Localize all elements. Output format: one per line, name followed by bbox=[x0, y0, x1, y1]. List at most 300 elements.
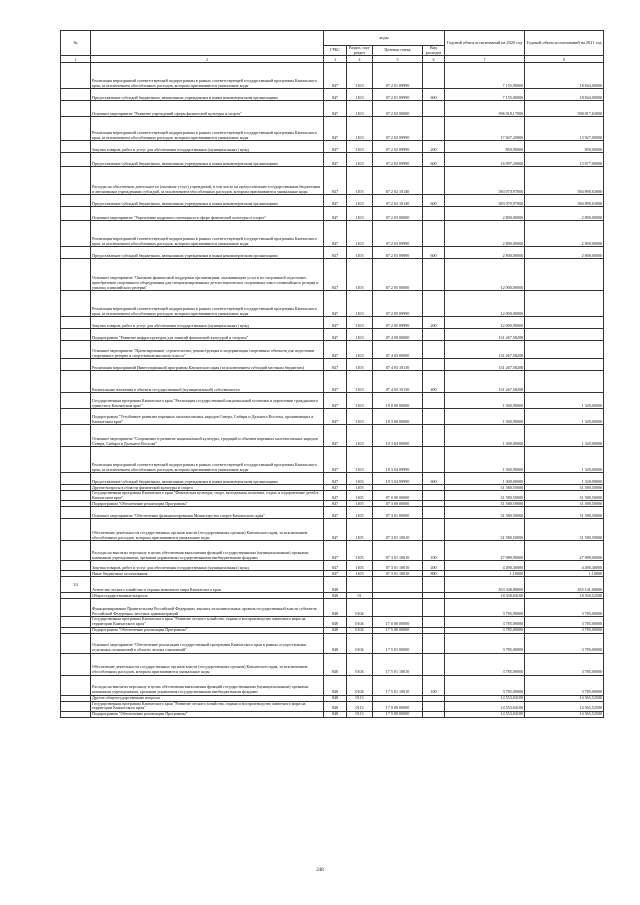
row-amount-2020: 14 553,04100 bbox=[445, 701, 525, 711]
row-name: Обеспечение деятельности государственных органов власти (государственных органов) Камчатского края, за исключением обособленных расходов, которым присваиваются уникальные коды bbox=[91, 519, 324, 541]
row-grbs: 847 bbox=[324, 571, 347, 577]
row-section: 1103 bbox=[347, 247, 373, 259]
table-row bbox=[61, 207, 604, 221]
row-amount-2020: 17 847,20000 bbox=[445, 117, 525, 141]
row-amount-2020: 3 785,00000 bbox=[445, 599, 525, 617]
row-name: Основное мероприятие "Укрепление кадрового потенциала в сфере физической культуры и спорта" bbox=[91, 207, 324, 221]
row-section: 0104 bbox=[347, 627, 373, 633]
row-amount-2020: 4 490,40000 bbox=[445, 561, 525, 571]
row-name: Подпрограмма "Развитие инфраструктуры для занятий физической культурой и спортом" bbox=[91, 329, 324, 341]
row-amount-2021: 31 580,50000 bbox=[525, 485, 604, 491]
row-section: 0104 bbox=[347, 617, 373, 627]
row-number bbox=[61, 329, 91, 341]
row-amount-2021: 598 817,63000 bbox=[525, 101, 604, 117]
row-name: Другие общегосударственные вопросы bbox=[91, 695, 324, 701]
row-expense-type bbox=[423, 329, 445, 341]
row-section: 0113 bbox=[347, 711, 373, 717]
row-grbs: 848 bbox=[324, 711, 347, 717]
row-amount-2020: 3 785,00000 bbox=[445, 627, 525, 633]
row-section: 1103 bbox=[347, 89, 373, 101]
row-amount-2021: 850,00000 bbox=[525, 141, 604, 153]
row-name: Обеспечение деятельности государственных органов власти (государственных органов) Камчатского края, за исключением обособленных расходов, которым присваиваются уникальные коды bbox=[91, 653, 324, 675]
row-amount-2020: 3 785,00000 bbox=[445, 653, 525, 675]
row-grbs: 847 bbox=[324, 167, 347, 195]
table-row bbox=[61, 89, 604, 101]
row-name: Закупка товаров, работ и услуг для обеспечения государственных (муниципальных) нужд bbox=[91, 561, 324, 571]
row-expense-type bbox=[423, 101, 445, 117]
row-amount-2020: 453 348,88000 bbox=[445, 577, 525, 593]
row-target-article: 17 5 01 00000 bbox=[373, 633, 423, 653]
column-index: 2 bbox=[91, 56, 324, 63]
row-target-article: 07 2 01 09990 bbox=[373, 63, 423, 89]
row-amount-2021: 3 785,00000 bbox=[525, 599, 604, 617]
row-amount-2020: 31 580,50000 bbox=[445, 519, 525, 541]
row-expense-type: 600 bbox=[423, 195, 445, 207]
row-target-article: 07 4 03 00000 bbox=[373, 341, 423, 359]
row-section: 1103 bbox=[347, 167, 373, 195]
row-expense-type: 600 bbox=[423, 153, 445, 167]
row-number bbox=[61, 221, 91, 247]
table-row bbox=[61, 447, 604, 473]
row-grbs: 848 bbox=[324, 593, 347, 599]
row-grbs: 847 bbox=[324, 341, 347, 359]
row-name: Предоставление субсидий бюджетным, автономным учреждениям и иным некоммерческим организациям bbox=[91, 247, 324, 259]
row-grbs: 847 bbox=[324, 89, 347, 101]
row-section: 1103 bbox=[347, 141, 373, 153]
row-expense-type: 200 bbox=[423, 141, 445, 153]
table-row bbox=[61, 101, 604, 117]
row-amount-2020: 1 300,00000 bbox=[445, 447, 525, 473]
row-amount-2020: 131 267,58208 bbox=[445, 329, 525, 341]
row-target-article: 19 3 04 00000 bbox=[373, 425, 423, 447]
row-target-article: 07 2 02 09990 bbox=[373, 141, 423, 153]
row-amount-2021: 1 320,00000 bbox=[525, 393, 604, 409]
row-section: 0104 bbox=[347, 675, 373, 695]
row-name: Реализация мероприятий соответствующей подпрограммы в рамках соответствующей государственной программы Камчатского края, за исключением обособленных расходов, которым присваиваются уникальные коды bbox=[91, 221, 324, 247]
table-row bbox=[61, 701, 604, 711]
table-row bbox=[61, 695, 604, 701]
row-grbs: 847 bbox=[324, 221, 347, 247]
row-amount-2021: 2 800,00000 bbox=[525, 247, 604, 259]
row-name: Общегосударственные вопросы bbox=[91, 593, 324, 599]
row-expense-type bbox=[423, 63, 445, 89]
row-number bbox=[61, 341, 91, 359]
table-row bbox=[61, 617, 604, 627]
row-expense-type bbox=[423, 491, 445, 501]
row-expense-type bbox=[423, 409, 445, 425]
row-target-article: 07 2 05 09990 bbox=[373, 317, 423, 329]
row-expense-type bbox=[423, 359, 445, 371]
row-target-article: 07 4 03 10130 bbox=[373, 371, 423, 393]
row-target-article: 07 2 01 09990 bbox=[373, 89, 423, 101]
table-row bbox=[61, 593, 604, 599]
row-section: 1103 bbox=[347, 291, 373, 317]
row-number bbox=[61, 653, 91, 675]
row-expense-type bbox=[423, 633, 445, 653]
header-target-article: Целевая статья bbox=[373, 46, 423, 56]
row-number bbox=[61, 447, 91, 473]
row-expense-type bbox=[423, 341, 445, 359]
table-row bbox=[61, 221, 604, 247]
row-name: Реализация мероприятий соответствующей подпрограммы в рамках соответствующей государственной программы Камчатского края, за исключением обособленных расходов, которым присваиваются уникальные коды bbox=[91, 447, 324, 473]
row-section: 01 bbox=[347, 593, 373, 599]
row-section: 1105 bbox=[347, 507, 373, 519]
row-expense-type bbox=[423, 291, 445, 317]
row-section: 1103 bbox=[347, 409, 373, 425]
row-amount-2020: 14 553,04100 bbox=[445, 695, 525, 701]
row-expense-type: 600 bbox=[423, 247, 445, 259]
row-name: Другие вопросы в области физической культуры и спорта bbox=[91, 485, 324, 491]
row-amount-2021: 2 800,00000 bbox=[525, 221, 604, 247]
row-amount-2020: 31 580,50000 bbox=[445, 501, 525, 507]
row-amount-2021: 13 927,00000 bbox=[525, 117, 604, 141]
row-expense-type: 200 bbox=[423, 561, 445, 571]
row-section: 1103 bbox=[347, 447, 373, 473]
table-row bbox=[61, 371, 604, 393]
table-row bbox=[61, 485, 604, 491]
row-grbs: 847 bbox=[324, 501, 347, 507]
column-index: 6 bbox=[423, 56, 445, 63]
row-number bbox=[61, 519, 91, 541]
row-grbs: 847 bbox=[324, 541, 347, 561]
row-amount-2021 bbox=[525, 341, 604, 359]
row-target-article: 07 3 01 10010 bbox=[373, 561, 423, 571]
row-name: Реализация мероприятий соответствующей подпрограммы в рамках соответствующей государственной программы Камчатского края, за исключением обособленных расходов, которым присваиваются уникальные коды bbox=[91, 63, 324, 89]
page-number: 248 bbox=[316, 868, 324, 873]
row-target-article: 07 2 02 09990 bbox=[373, 153, 423, 167]
row-amount-2021: 27 089,00000 bbox=[525, 541, 604, 561]
row-grbs: 847 bbox=[324, 247, 347, 259]
row-grbs: 847 bbox=[324, 117, 347, 141]
row-name: Расходы на выплаты персоналу в целях обеспечения выполнения функций государственными (муниципальными) органами, казенными учреждениями, органами управления государственными внебюджетными фондами bbox=[91, 675, 324, 695]
row-name: Иные бюджетные ассигнования bbox=[91, 571, 324, 577]
header-no: № bbox=[61, 31, 91, 56]
row-name: Закупка товаров, работ и услуг для обеспечения государственных (муниципальных) нужд bbox=[91, 141, 324, 153]
row-target-article: 07 3 01 10010 bbox=[373, 519, 423, 541]
row-name: Предоставление субсидий бюджетным, автономным учреждениям и иным некоммерческим организациям bbox=[91, 153, 324, 167]
row-section: 1103 bbox=[347, 341, 373, 359]
header-expense-type: Вид расходов bbox=[423, 46, 445, 56]
row-name: Государственная программа Камчатского края "Развитие лесного хозяйства, охрана и воспроизводство животного мира на территории Камчатского края" bbox=[91, 701, 324, 711]
column-index: 1 bbox=[61, 56, 91, 63]
row-expense-type bbox=[423, 519, 445, 541]
row-name: Основное мероприятие "Оказание финансовой поддержки организациям, оказывающим услуги по спортивной подготовке, приобретение спортивного оборудования для специализированных детско-юношеских спортивных школ олимпийского резерва и училищ олимпийского резерва" bbox=[91, 259, 324, 291]
row-section: 1103 bbox=[347, 117, 373, 141]
row-name: Предоставление субсидий бюджетным, автономным учреждениям и иным некоммерческим организациям bbox=[91, 195, 324, 207]
row-target-article: 17 5 01 10010 bbox=[373, 675, 423, 695]
row-section: 1103 bbox=[347, 473, 373, 485]
row-grbs: 847 bbox=[324, 491, 347, 501]
row-expense-type: 400 bbox=[423, 371, 445, 393]
row-amount-2020: 31 580,50000 bbox=[445, 491, 525, 501]
table-row bbox=[61, 541, 604, 561]
row-amount-2021: 31 580,50000 bbox=[525, 501, 604, 507]
row-number bbox=[61, 89, 91, 101]
row-amount-2021: 31 580,50000 bbox=[525, 491, 604, 501]
row-expense-type bbox=[423, 259, 445, 291]
row-amount-2021 bbox=[525, 329, 604, 341]
table-row bbox=[61, 711, 604, 717]
table-row bbox=[61, 359, 604, 371]
row-grbs: 847 bbox=[324, 153, 347, 167]
row-amount-2020: 2 800,00000 bbox=[445, 247, 525, 259]
row-target-article: 07 2 02 10140 bbox=[373, 167, 423, 195]
row-expense-type bbox=[423, 711, 445, 717]
row-section: 0104 bbox=[347, 653, 373, 675]
row-target-article bbox=[373, 577, 423, 593]
row-amount-2021: 14 565,52500 bbox=[525, 701, 604, 711]
table-row bbox=[61, 167, 604, 195]
row-expense-type: 100 bbox=[423, 541, 445, 561]
row-expense-type: 200 bbox=[423, 317, 445, 329]
table-row bbox=[61, 425, 604, 447]
row-target-article: 19 3 04 09990 bbox=[373, 473, 423, 485]
row-grbs: 847 bbox=[324, 447, 347, 473]
row-grbs: 847 bbox=[324, 329, 347, 341]
table-row bbox=[61, 341, 604, 359]
row-amount-2020: 2 800,00000 bbox=[445, 221, 525, 247]
row-number bbox=[61, 101, 91, 117]
row-amount-2020: 1 300,00000 bbox=[445, 393, 525, 409]
row-name: Подпрограмма "Обеспечение реализации Программы" bbox=[91, 501, 324, 507]
table-row bbox=[61, 599, 604, 617]
row-amount-2020: 583 070,97000 bbox=[445, 195, 525, 207]
row-number bbox=[61, 701, 91, 711]
row-grbs: 848 bbox=[324, 617, 347, 627]
row-target-article: 07 2 05 09990 bbox=[373, 291, 423, 317]
header-2020: Годовой объем ассигнований на 2020 год bbox=[445, 31, 525, 56]
header-grbs: ГРБС bbox=[324, 46, 347, 56]
row-grbs: 848 bbox=[324, 653, 347, 675]
row-amount-2021: 2 800,00000 bbox=[525, 207, 604, 221]
row-name: Основное мероприятие "Развитие учреждений сферы физической культуры и спорта" bbox=[91, 101, 324, 117]
row-expense-type: 600 bbox=[423, 473, 445, 485]
table-row bbox=[61, 63, 604, 89]
header-codes: коды bbox=[324, 31, 445, 46]
row-amount-2020: 3 785,00000 bbox=[445, 633, 525, 653]
row-expense-type bbox=[423, 701, 445, 711]
row-grbs: 847 bbox=[324, 317, 347, 329]
table-row bbox=[61, 501, 604, 507]
table-row bbox=[61, 577, 604, 593]
row-grbs: 847 bbox=[324, 63, 347, 89]
row-amount-2020: 3 785,00000 bbox=[445, 675, 525, 695]
row-amount-2021 bbox=[525, 259, 604, 291]
row-grbs: 847 bbox=[324, 507, 347, 519]
row-expense-type bbox=[423, 507, 445, 519]
row-target-article: 07 3 01 00000 bbox=[373, 507, 423, 519]
row-number bbox=[61, 153, 91, 167]
row-amount-2020: 1 300,00000 bbox=[445, 473, 525, 485]
row-amount-2020: 583 070,97000 bbox=[445, 167, 525, 195]
row-expense-type bbox=[423, 221, 445, 247]
row-target-article: 07 4 00 00000 bbox=[373, 329, 423, 341]
table-row bbox=[61, 393, 604, 409]
row-section: 1105 bbox=[347, 501, 373, 507]
row-amount-2021: 3 785,00000 bbox=[525, 675, 604, 695]
row-amount-2021 bbox=[525, 359, 604, 371]
row-amount-2021: 1,10000 bbox=[525, 571, 604, 577]
row-number bbox=[61, 541, 91, 561]
row-name: Государственная программа Камчатского края "Реализация государственной национальной политики и укрепление гражданского единства в Камчатском крае" bbox=[91, 393, 324, 409]
row-expense-type bbox=[423, 425, 445, 447]
row-amount-2020: 2 800,00000 bbox=[445, 207, 525, 221]
column-index: 3 bbox=[324, 56, 347, 63]
row-amount-2020: 12 000,00000 bbox=[445, 291, 525, 317]
row-section: 1103 bbox=[347, 371, 373, 393]
row-target-article: 07 2 02 00000 bbox=[373, 101, 423, 117]
row-section: 0104 bbox=[347, 599, 373, 617]
row-section: 1103 bbox=[347, 425, 373, 447]
table-row bbox=[61, 141, 604, 153]
row-expense-type bbox=[423, 167, 445, 195]
row-grbs: 847 bbox=[324, 485, 347, 491]
row-grbs: 847 bbox=[324, 359, 347, 371]
row-number bbox=[61, 711, 91, 717]
row-name: Реализация мероприятий соответствующей подпрограммы в рамках соответствующей государственной программы Камчатского края, за исключением обособленных расходов, которым присваиваются уникальные коды bbox=[91, 117, 324, 141]
row-name: Агентство лесного хозяйства и охраны животного мира Камчатского края bbox=[91, 577, 324, 593]
row-section: 1105 bbox=[347, 519, 373, 541]
table-row bbox=[61, 653, 604, 675]
row-amount-2021: 14 565,52500 bbox=[525, 711, 604, 717]
row-name: Государственная программа Камчатского края "Развитие лесного хозяйства, охрана и воспроизводство животного мира на территории Камчатского края" bbox=[91, 617, 324, 627]
row-amount-2020: 3 785,00000 bbox=[445, 617, 525, 627]
row-grbs: 847 bbox=[324, 371, 347, 393]
row-grbs: 848 bbox=[324, 695, 347, 701]
row-amount-2021: 1 320,00000 bbox=[525, 447, 604, 473]
row-name: Основное мероприятие "Обеспечение реализации государственной программы Камчатского края в рамках осуществления отдельных полномочий в области лесных отношений" bbox=[91, 633, 324, 653]
table-row bbox=[61, 195, 604, 207]
table-row bbox=[61, 561, 604, 571]
table-row bbox=[61, 627, 604, 633]
row-amount-2020: 1 300,00000 bbox=[445, 409, 525, 425]
row-section: 1105 bbox=[347, 571, 373, 577]
row-section: 1103 bbox=[347, 317, 373, 329]
table-row bbox=[61, 153, 604, 167]
row-grbs: 847 bbox=[324, 425, 347, 447]
table-row bbox=[61, 491, 604, 501]
row-number bbox=[61, 371, 91, 393]
row-amount-2021: 584 890,63000 bbox=[525, 195, 604, 207]
row-section: 1105 bbox=[347, 541, 373, 561]
row-number bbox=[61, 247, 91, 259]
row-number bbox=[61, 473, 91, 485]
row-grbs: 848 bbox=[324, 633, 347, 653]
row-target-article: 07 2 02 10140 bbox=[373, 195, 423, 207]
row-number bbox=[61, 561, 91, 571]
row-amount-2020: 7 155,00000 bbox=[445, 63, 525, 89]
row-name: Основное мероприятие "Обеспечение функционирования Министерства спорта Камчатского края" bbox=[91, 507, 324, 519]
row-amount-2021: 18 350,52500 bbox=[525, 593, 604, 599]
row-number bbox=[61, 633, 91, 653]
row-number bbox=[61, 359, 91, 371]
row-number bbox=[61, 409, 91, 425]
row-amount-2021: 18 844,00000 bbox=[525, 63, 604, 89]
column-index: 5 bbox=[373, 56, 423, 63]
row-number bbox=[61, 195, 91, 207]
row-target-article: 07 3 01 10010 bbox=[373, 571, 423, 577]
row-number bbox=[61, 393, 91, 409]
row-amount-2021: 3 785,00000 bbox=[525, 653, 604, 675]
row-number bbox=[61, 491, 91, 501]
table-row bbox=[61, 507, 604, 519]
row-number bbox=[61, 207, 91, 221]
row-expense-type bbox=[423, 577, 445, 593]
row-section: 1103 bbox=[347, 259, 373, 291]
row-grbs: 848 bbox=[324, 599, 347, 617]
row-target-article: 19 3 00 00000 bbox=[373, 409, 423, 425]
row-amount-2021: 13 077,00000 bbox=[525, 153, 604, 167]
row-amount-2020: 12 000,00000 bbox=[445, 317, 525, 329]
row-number bbox=[61, 599, 91, 617]
row-target-article: 17 5 01 10010 bbox=[373, 653, 423, 675]
row-number bbox=[61, 617, 91, 627]
row-target-article: 17 0 00 00000 bbox=[373, 701, 423, 711]
table-row bbox=[61, 329, 604, 341]
row-section: 1103 bbox=[347, 359, 373, 371]
row-amount-2020: 31 580,50000 bbox=[445, 507, 525, 519]
row-name: Предоставление субсидий бюджетным, автономным учреждениям и иным некоммерческим организациям bbox=[91, 89, 324, 101]
row-section: 0113 bbox=[347, 701, 373, 711]
column-index: 7 bbox=[445, 56, 525, 63]
table-row bbox=[61, 473, 604, 485]
row-number bbox=[61, 317, 91, 329]
row-target-article: 19 3 04 09990 bbox=[373, 447, 423, 473]
row-target-article bbox=[373, 599, 423, 617]
row-amount-2020: 16 997,20000 bbox=[445, 153, 525, 167]
row-name: Функционирование Правительства Российской Федерации, высших исполнительных органов государственной власти субъектов Российской Федерации, местных администраций bbox=[91, 599, 324, 617]
row-amount-2020: 131 267,58208 bbox=[445, 341, 525, 359]
row-name: Закупка товаров, работ и услуг для обеспечения государственных (муниципальных) нужд bbox=[91, 317, 324, 329]
row-target-article: 19 0 00 00000 bbox=[373, 393, 423, 409]
row-amount-2021: 455 141,68000 bbox=[525, 577, 604, 593]
row-amount-2021: 1 320,00000 bbox=[525, 473, 604, 485]
row-amount-2020: 596 918,17000 bbox=[445, 101, 525, 117]
row-amount-2021: 3 785,00000 bbox=[525, 617, 604, 627]
row-name: Государственная программа Камчатского края "Физическая культура, спорт, молодежная политика, отдых и оздоровление детей в Камчатском крае" bbox=[91, 491, 324, 501]
row-grbs: 847 bbox=[324, 393, 347, 409]
row-amount-2020: 1 300,00000 bbox=[445, 425, 525, 447]
row-number bbox=[61, 507, 91, 519]
row-name: Капитальные вложения в объекты государственной (муниципальной) собственности bbox=[91, 371, 324, 393]
table-row bbox=[61, 519, 604, 541]
row-target-article: 07 2 03 09990 bbox=[373, 247, 423, 259]
row-number bbox=[61, 141, 91, 153]
row-section: 1103 bbox=[347, 195, 373, 207]
row-number bbox=[61, 259, 91, 291]
budget-table bbox=[60, 30, 604, 718]
row-target-article: 07 0 00 00000 bbox=[373, 491, 423, 501]
row-grbs: 847 bbox=[324, 195, 347, 207]
row-section: 1103 bbox=[347, 101, 373, 117]
row-section: 0113 bbox=[347, 695, 373, 701]
row-name: Расходы на выплаты персоналу в целях обеспечения выполнения функций государственными (муниципальными) органами, казенными учреждениями, органами управления государственными внебюджетными фондами bbox=[91, 541, 324, 561]
row-target-article: 07 3 00 00000 bbox=[373, 501, 423, 507]
row-target-article: 07 2 03 00000 bbox=[373, 207, 423, 221]
row-amount-2020: 12 000,00000 bbox=[445, 259, 525, 291]
row-expense-type bbox=[423, 599, 445, 617]
row-name: Предоставление субсидий бюджетным, автономным учреждениям и иным некоммерческим организациям bbox=[91, 473, 324, 485]
table-row bbox=[61, 259, 604, 291]
row-expense-type bbox=[423, 653, 445, 675]
row-amount-2020: 31 580,50000 bbox=[445, 485, 525, 491]
budget-table-page bbox=[60, 30, 603, 718]
row-section bbox=[347, 577, 373, 593]
table-row bbox=[61, 117, 604, 141]
row-amount-2021 bbox=[525, 291, 604, 317]
row-grbs: 847 bbox=[324, 473, 347, 485]
row-section: 0104 bbox=[347, 633, 373, 653]
